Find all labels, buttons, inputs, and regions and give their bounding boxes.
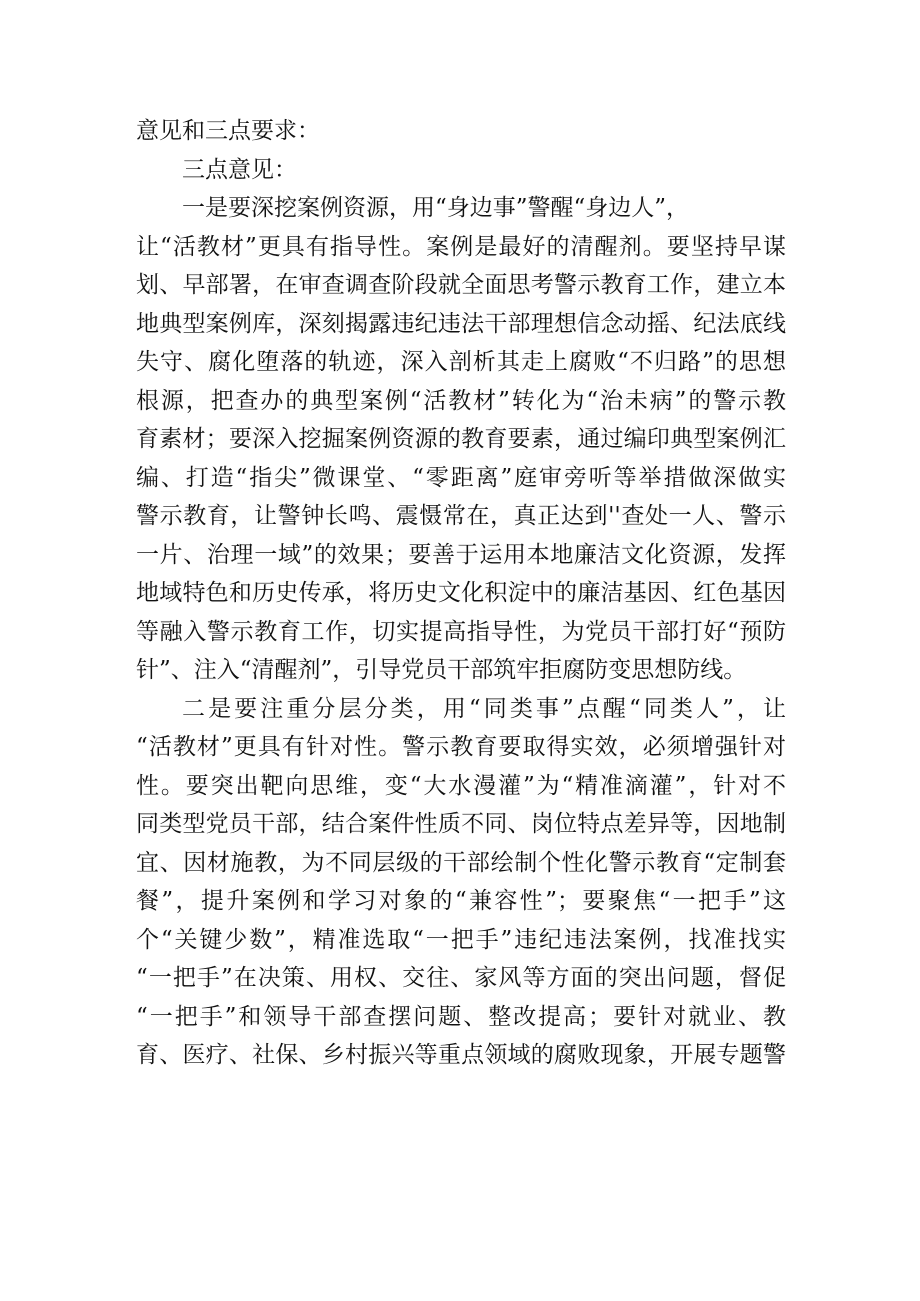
paragraph-1-line: 一片、治理一域”的效果；要善于运用本地廉洁文化资源，发挥 [136,541,786,568]
section-heading: 三点意见： [182,156,297,183]
paragraph-2-line: “一把手”和领导干部查摆问题、整改提高；要针对就业、教 [136,1003,786,1030]
paragraph-1-line: 划、早部署，在审查调查阶段就全面思考警示教育工作，建立本 [136,272,786,298]
paragraph-1-line: 编、打造“指尖”微课堂、“零距离”庭审旁听等举措做深做实 [136,464,786,491]
document-body [136,112,786,1075]
paragraph-2-line: 育、医疗、社保、乡村振兴等重点领域的腐败现象，开展专题警 [136,1042,786,1068]
paragraph-1-line: 育素材；要深入挖掘案例资源的教育要素，通过编印典型案例汇 [136,426,786,452]
paragraph-2-heading-line: 二是要注重分层分类，用“同类事”点醒“同类人”，让 [182,695,786,722]
paragraph-2-line: 宜、因材施教，为不同层级的干部绘制个性化警示教育“定制套 [136,849,786,876]
paragraph-2-line: 性。要突出靶向思维，变“大水漫灌”为“精准滴灌”，针对不 [136,772,786,799]
paragraph-2-line: 同类型党员干部，结合案件性质不同、岗位特点差异等，因地制 [136,811,786,837]
paragraph-1-line: 警示教育，让警钟长鸣、震慑常在，真正达到''查处一人、警示 [136,503,786,529]
paragraph-1-line: 等融入警示教育工作，切实提高指导性，为党员干部打好“预防 [136,618,786,645]
paragraph-1-line: 根源，把查办的典型案例“活教材”转化为“治未病”的警示教 [136,387,786,414]
paragraph-2-line: 个“关键少数”，精准选取“一把手”违纪违法案例，找准找实 [136,926,786,953]
paragraph-2-line: “一把手”在决策、用权、交往、家风等方面的突出问题，督促 [136,965,786,991]
paragraph-1-line: 地典型案例库，深刻揭露违纪违法干部理想信念动摇、纪法底线 [136,310,786,337]
paragraph-1-line: 针”、注入“清醒剂”，引导党员干部筑牢拒腐防变思想防线。 [136,657,747,683]
paragraph-2-line: “活教材”更具有针对性。警示教育要取得实效，必须增强针对 [136,734,786,760]
paragraph-1-line: 让“活教材”更具有指导性。案例是最好的清醒剂。要坚持早谋 [136,233,786,260]
text-line-intro: 意见和三点要求： [136,118,320,144]
paragraph-2-line: 餐”，提升案例和学习对象的“兼容性”；要聚焦“一把手”这 [136,888,786,914]
paragraph-1-heading-line: 一是要深挖案例资源，用“身边事”警醒“身边人”， [182,195,690,221]
paragraph-1-line: 失守、腐化堕落的轨迹，深入剖析其走上腐败“不归路”的思想 [136,349,786,375]
paragraph-1-line: 地域特色和历史传承，将历史文化积淀中的廉洁基因、红色基因 [136,580,786,606]
